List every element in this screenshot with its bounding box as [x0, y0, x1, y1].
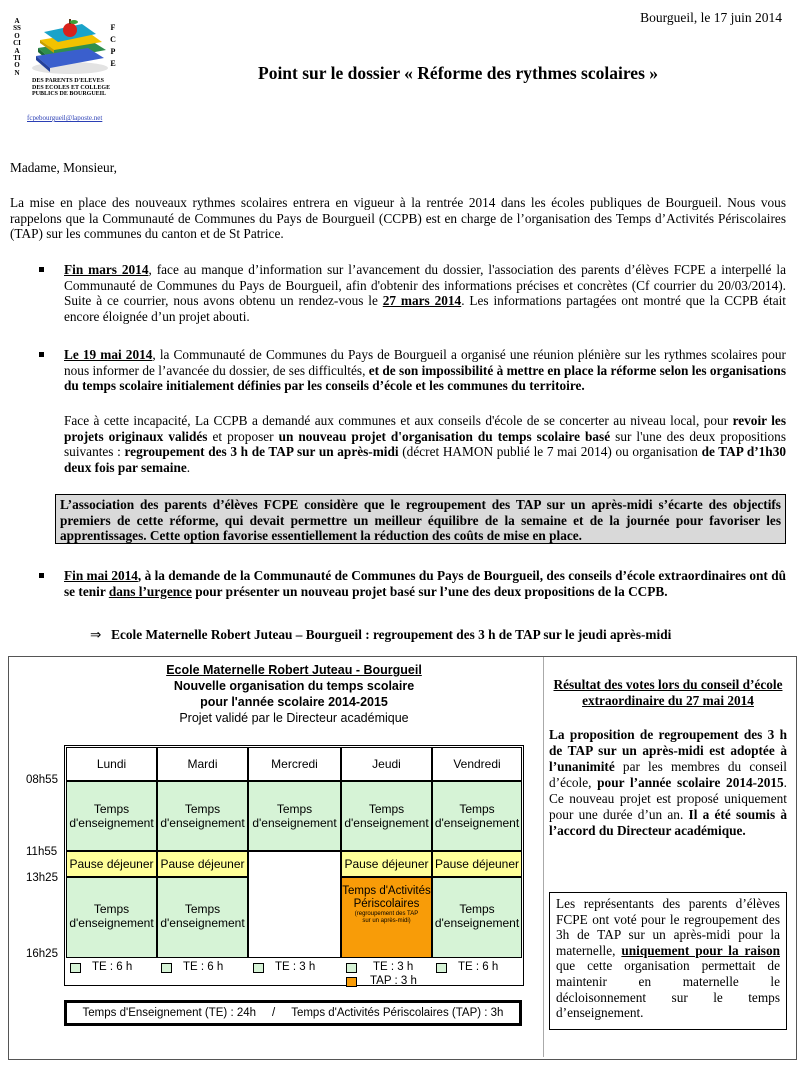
bullet-marker [39, 352, 44, 357]
time-label: 11h55 [26, 846, 58, 858]
votes-bold: La proposition de regroupement des 3 h de TAP sur un après-midi est adoptée à l’unanimité [549, 727, 787, 774]
arrow-line [90, 627, 671, 643]
logo-text [32, 78, 110, 98]
time-label: 08h55 [26, 774, 58, 786]
p2-bold: un nouveau projet d'organisation du temps scolaire basé [278, 428, 611, 444]
p2-bold: de TAP d’1h30 deux fois par semaine [64, 444, 786, 475]
p2-text: Face à cette incapacité, La CCPB a demandé aux communes et aux conseils d'école de se concerter au niveau local, pour [64, 413, 733, 428]
morning-te-cell: Temps d'enseignement [66, 781, 157, 851]
day-header: Lundi [66, 747, 157, 781]
summary-te: Temps d'Enseignement (TE) : 24h [82, 1007, 257, 1019]
logo-line: DES ECOLES ET COLLEGE [32, 84, 111, 91]
summary-tap: Temps d'Activités Périscolaires (TAP) : 3h [291, 1007, 504, 1019]
association-vertical-label: ASSOCIATION [13, 17, 21, 77]
legend-jeudi-te: TE : 3 h [373, 961, 414, 973]
fcpe-vote-box [549, 892, 787, 1030]
summary-separator: / [272, 1007, 276, 1019]
afternoon-te-cell: Temps d'enseignement [66, 877, 157, 958]
votes-text: . Ce nouveau projet est proposé uniquement pour une durée d’un an. [549, 775, 787, 822]
morning-te-cell: Temps d'enseignement [432, 781, 522, 851]
afternoon-te-cell: Temps d'enseignement [432, 877, 522, 958]
p2-bold: revoir les projets originaux validés [64, 413, 787, 444]
votes-text: par les membres du conseil d’école, [549, 759, 787, 790]
schedule-title: Ecole Maternelle Robert Juteau - Bourgueil [166, 663, 422, 677]
arrow-line-text: Ecole Maternelle Robert Juteau – Bourgueil : regroupement des 3 h de TAP sur le jeudi après-midi [111, 627, 672, 642]
fcpe-vote-bold: uniquement pour la raison [621, 942, 780, 958]
fcpe-vote-text: Les représentants des parents d’élèves FCPE ont voté pour le regroupement des 3h de TAP sur un après-midi pour la maternelle, [556, 896, 780, 958]
schedule-header [64, 662, 524, 726]
bullet-paragraph-2b [64, 413, 786, 475]
bullet2-text: , la Communauté de Communes du Pays de Bourgueil a organisé une réunion plénière sur les rythmes scolaires pour nous informer de l’avancée du dossier, de ses difficultés, [64, 347, 786, 378]
hours-summary [64, 1000, 522, 1026]
lunch-cell: Pause déjeuner [66, 851, 157, 877]
fcpe-position-text: L’association des parents d’élèves FCPE considère que le regroupement des TAP sur un après-midi s’écarte des objectifs premiers de cette réforme, qui devait permettre un meilleur équilibre de la semaine et de la journée pour favoriser les apprentissages. Cette option favorise essentiellement la réduction des coûts de mise en place. [60, 497, 781, 544]
legend-vendredi: TE : 6 h [458, 961, 499, 973]
intro-paragraph: La mise en place des nouveaux rythmes scolaires entrera en vigueur à la rentrée 2014 dans les écoles publiques de Bourgueil. Nous vous rappelons que la Communauté de Communes du Pays de Bourgueil (CCPB) est en charge de l’organisation des Temps d’Activités Périscolaires (TAP) sur les communes du canton et de St Patrice. [10, 195, 786, 242]
bullet2-bold: et de son impossibilité à mettre en place la réforme selon les organisations du temps scolaire initialement définies par les conseils d’école et les communes du territoire. [64, 362, 786, 394]
time-label: 16h25 [26, 948, 58, 960]
votes-bold: pour l’année scolaire 2014-2015 [597, 775, 784, 790]
votes-bold: Il a été soumis à l’accord du Directeur académique. [549, 807, 787, 838]
tap-cell [341, 877, 432, 958]
day-header: Jeudi [341, 747, 432, 781]
schedule-validation: Projet validé par le Directeur académique [179, 711, 409, 725]
votes-result [549, 727, 787, 839]
salutation: Madame, Monsieur, [10, 160, 117, 175]
bullet1-text: , face au manque d’information sur l’avancement du dossier, l'association des parents d’élèves FCPE a interpellé la Communauté de Communes du Pays de Bourgueil, afin d'obtenir des informations précises et concrètes (Cf courrier du 20/03/2014). Suite à ce courrier, nous avons obtenu un rendez-vous le [64, 262, 786, 309]
urgency-text: dans l’urgence [108, 583, 192, 599]
p2-text: sur l'une des deux propositions suivantes : [64, 428, 787, 460]
logo-line: DES PARENTS D'ELEVES [32, 78, 104, 84]
bullet3-text-end: pour présenter un nouveau projet basé sur l’une des deux propositions de la CCPB. [191, 583, 668, 599]
day-header: Mardi [157, 747, 248, 781]
votes-title: Résultat des votes lors du conseil d’école extraordinaire du 27 mai 2014 [553, 677, 783, 708]
legend-lundi: TE : 6 h [92, 961, 133, 973]
legend-jeudi-tap: TAP : 3 h [370, 975, 417, 987]
lunch-cell: Pause déjeuner [432, 851, 522, 877]
te-legend-swatch [161, 963, 172, 973]
bullet-paragraph-2 [64, 347, 786, 394]
p2-text: (décret HAMON publié le 7 mai 2014) ou organisation [398, 444, 702, 460]
fcpe-vote-text: que cette organisation permettait de maintenir en maternelle le décloisonnement sur le temps d’enseignement. [556, 958, 780, 1021]
fcpe-position-box [55, 494, 786, 544]
fcpe-vertical-label: FCPE [110, 23, 116, 68]
day-header: Vendredi [432, 747, 522, 781]
legend-mercredi: TE : 3 h [275, 961, 316, 973]
morning-te-cell: Temps d'enseignement [248, 781, 341, 851]
te-legend-swatch [346, 963, 357, 973]
schedule-subtitle: pour l'année scolaire 2014-2015 [200, 695, 388, 709]
tap-note: (regroupement des TAP sur un après-midi) [354, 911, 419, 924]
day-header: Mercredi [248, 747, 341, 781]
p2-text: . [186, 459, 191, 475]
email-link[interactable]: fcpebourgueil@laposte.net [27, 114, 103, 122]
legend-mardi: TE : 6 h [183, 961, 224, 973]
meeting-date: 27 mars 2014 [382, 293, 462, 309]
bullet-marker [39, 267, 44, 272]
logo-line: PUBLICS DE BOURGUEIL [32, 91, 107, 98]
arrow-icon: ⇒ [90, 627, 102, 642]
schedule-subtitle: Nouvelle organisation du temps scolaire [173, 679, 415, 693]
bullet3-date: Fin mai 2014 [64, 568, 138, 583]
bullet2-date: Le 19 mai 2014 [64, 347, 153, 362]
te-legend-swatch [436, 963, 447, 973]
time-label: 13h25 [26, 872, 58, 884]
bullet-paragraph-1 [64, 262, 786, 324]
bullet1-date: Fin mars 2014 [64, 262, 149, 277]
letter-date: Bourgueil, le 17 juin 2014 [640, 10, 782, 25]
page-title: Point sur le dossier « Réforme des rythmes scolaires » [258, 63, 659, 83]
morning-te-cell: Temps d'enseignement [157, 781, 248, 851]
bullet3-text: , à la demande de la Communauté de Communes du Pays de Bourgueil, des conseils d’école extraordinaires ont dû se tenir [64, 568, 786, 599]
books-apple-icon [30, 18, 112, 76]
afternoon-te-cell: Temps d'enseignement [157, 877, 248, 958]
p2-text: et proposer [207, 428, 279, 444]
panel-divider [543, 657, 544, 1057]
tap-legend-swatch [346, 977, 357, 987]
te-legend-swatch [253, 963, 264, 973]
morning-te-cell: Temps d'enseignement [341, 781, 432, 851]
lunch-cell: Pause déjeuner [157, 851, 248, 877]
bullet-paragraph-3 [64, 568, 786, 599]
bullet1-text-end: . Les informations partagées ont montré que la CCPB était encore éloignée d’un projet abouti. [64, 293, 787, 324]
p2-bold: regroupement des 3 h de TAP sur un après-midi [124, 444, 399, 460]
te-legend-swatch [70, 963, 81, 973]
lunch-cell: Pause déjeuner [341, 851, 432, 877]
tap-title: Temps d'Activités Périscolaires [342, 885, 431, 910]
wednesday-empty-cell [248, 851, 341, 958]
bullet-marker [39, 573, 44, 578]
